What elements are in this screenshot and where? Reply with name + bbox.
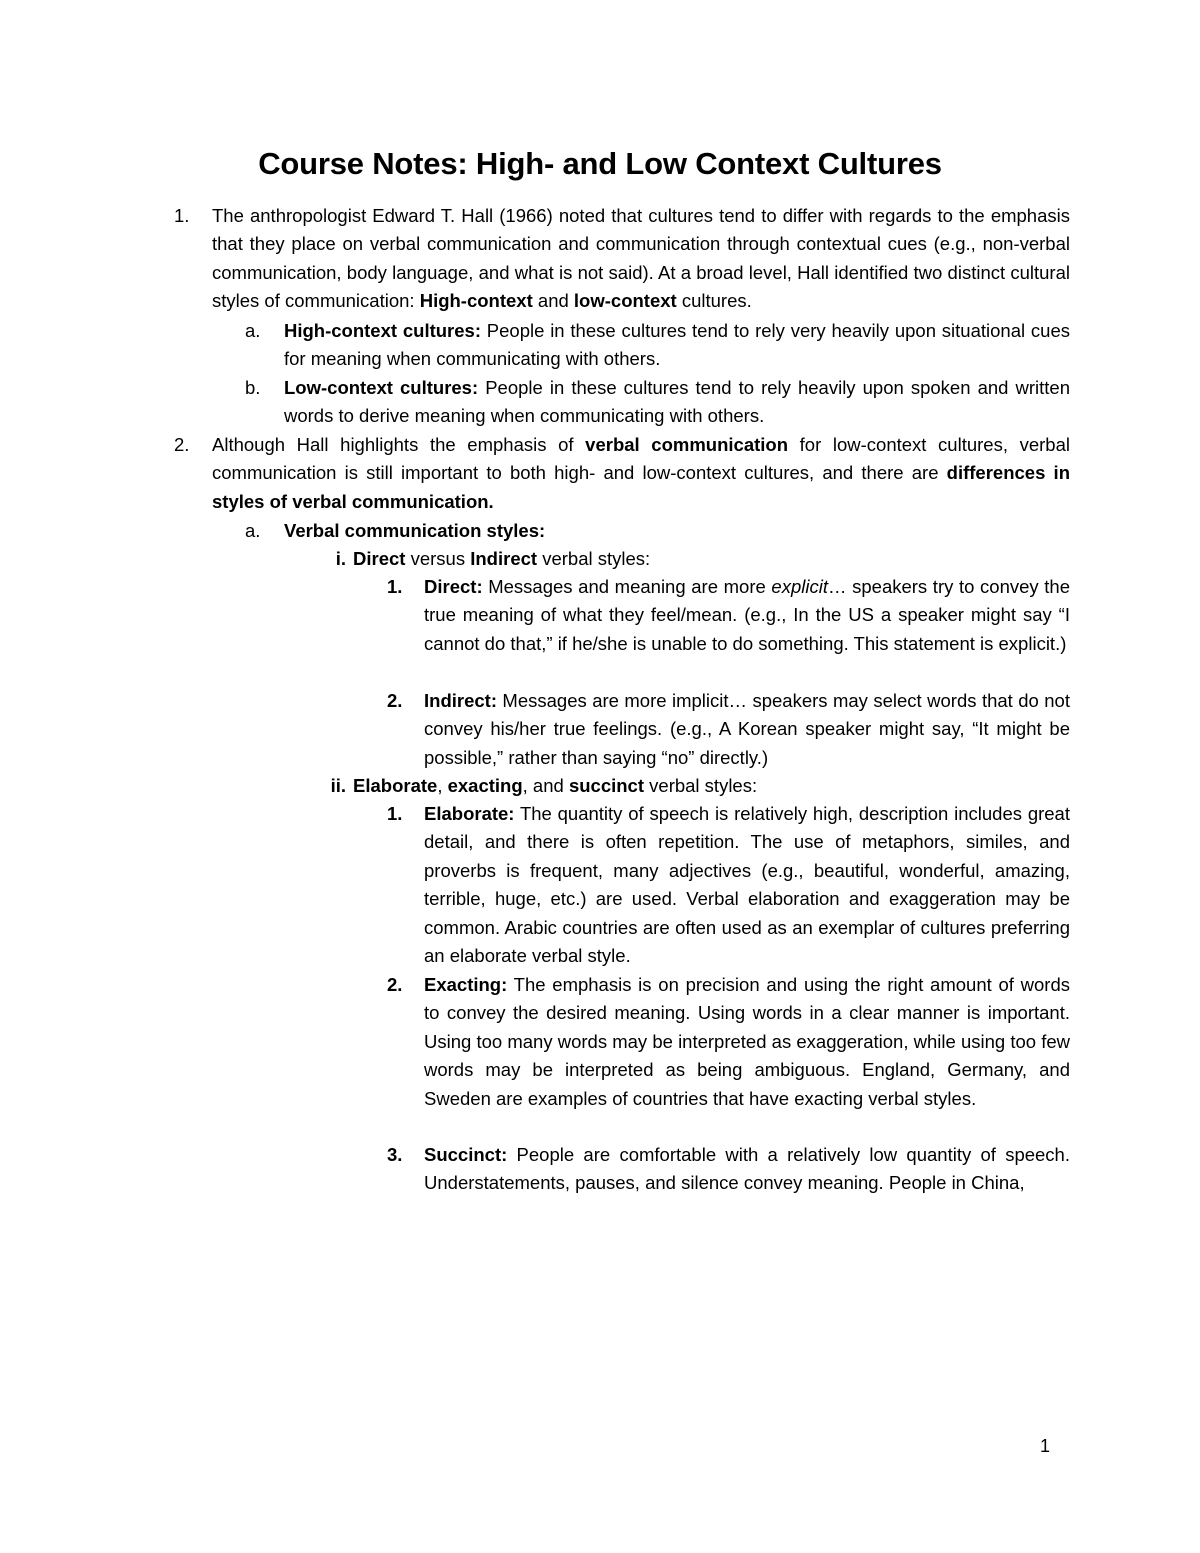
heading-elaborate-exacting-succinct: Elaborate, exacting, and succinct verbal styles: — [353, 775, 758, 796]
list-marker: i. — [335, 548, 346, 569]
paragraph-succinct: Succinct: People are comfortable with a relatively low quantity of speech. Understatements, pauses, and silence convey meaning. People in China, — [424, 1144, 1070, 1194]
heading-verbal-styles: Verbal communication styles: — [284, 520, 546, 541]
list-marker: a. — [245, 320, 261, 341]
list-marker: 1. — [387, 803, 403, 824]
paragraph-hall-intro: The anthropologist Edward T. Hall (1966) noted that cultures tend to differ with regards to the emphasis that they place on verbal communication and communication through contextual cues (e.g., non-verbal communication, body language, and what is not said). At a broad level, Hall identified two distinct cultural styles of communication: High-context and low-context cultures. — [212, 205, 1070, 312]
list-marker: b. — [245, 377, 261, 398]
paragraph-indirect: Indirect: Messages are more implicit… speakers may select words that do not convey his/her true feelings. (e.g., A Korean speaker might say, “It might be possible,” rather than saying “no” directly.) — [424, 690, 1070, 768]
paragraph-direct: Direct: Messages and meaning are more explicit… speakers try to convey the true meaning of what they feel/mean. (e.g., In the US a speaker might say “I cannot do that,” if he/she is unable to do something. This statement is explicit.) — [424, 576, 1070, 654]
list-marker: 1. — [387, 576, 403, 597]
paragraph-high-context: High-context cultures: People in these cultures tend to rely very heavily upon situational cues for meaning when communicating with others. — [284, 320, 1070, 370]
page-number: 1 — [1040, 1436, 1051, 1456]
list-marker: 1. — [174, 205, 190, 226]
list-marker: 2. — [174, 434, 190, 455]
list-marker: ii. — [330, 775, 346, 796]
paragraph-low-context: Low-context cultures: People in these cultures tend to rely heavily upon spoken and written words to derive meaning when communicating with others. — [284, 377, 1070, 427]
list-marker: 2. — [387, 690, 403, 711]
list-marker: a. — [245, 520, 261, 541]
heading-direct-indirect: Direct versus Indirect verbal styles: — [353, 548, 651, 569]
page-title: Course Notes: High- and Low Context Cultures — [258, 146, 942, 181]
paragraph-verbal-communication: Although Hall highlights the emphasis of verbal communication for low-context cultures, verbal communication is still important to both high- and low-context cultures, and there are differences in styles of verbal communication. — [212, 434, 1070, 512]
list-marker: 2. — [387, 974, 403, 995]
list-marker: 3. — [387, 1144, 403, 1165]
paragraph-elaborate: Elaborate: The quantity of speech is relatively high, description includes great detail, and there is often repetition. The use of metaphors, similes, and proverbs is frequent, many adjectives (e.g., beautiful, wonderful, amazing, terrible, huge, etc.) are used. Verbal elaboration and exaggeration may be common. Arabic countries are often used as an exemplar of cultures preferring an elaborate verbal style. — [424, 803, 1070, 967]
paragraph-exacting: Exacting: The emphasis is on precision and using the right amount of words to convey the desired meaning. Using words in a clear manner is important. Using too many words may be interpreted as exaggeration, while using too few words may be interpreted as being ambiguous. England, Germany, and Sweden are examples of countries that have exacting verbal styles. — [424, 974, 1070, 1109]
